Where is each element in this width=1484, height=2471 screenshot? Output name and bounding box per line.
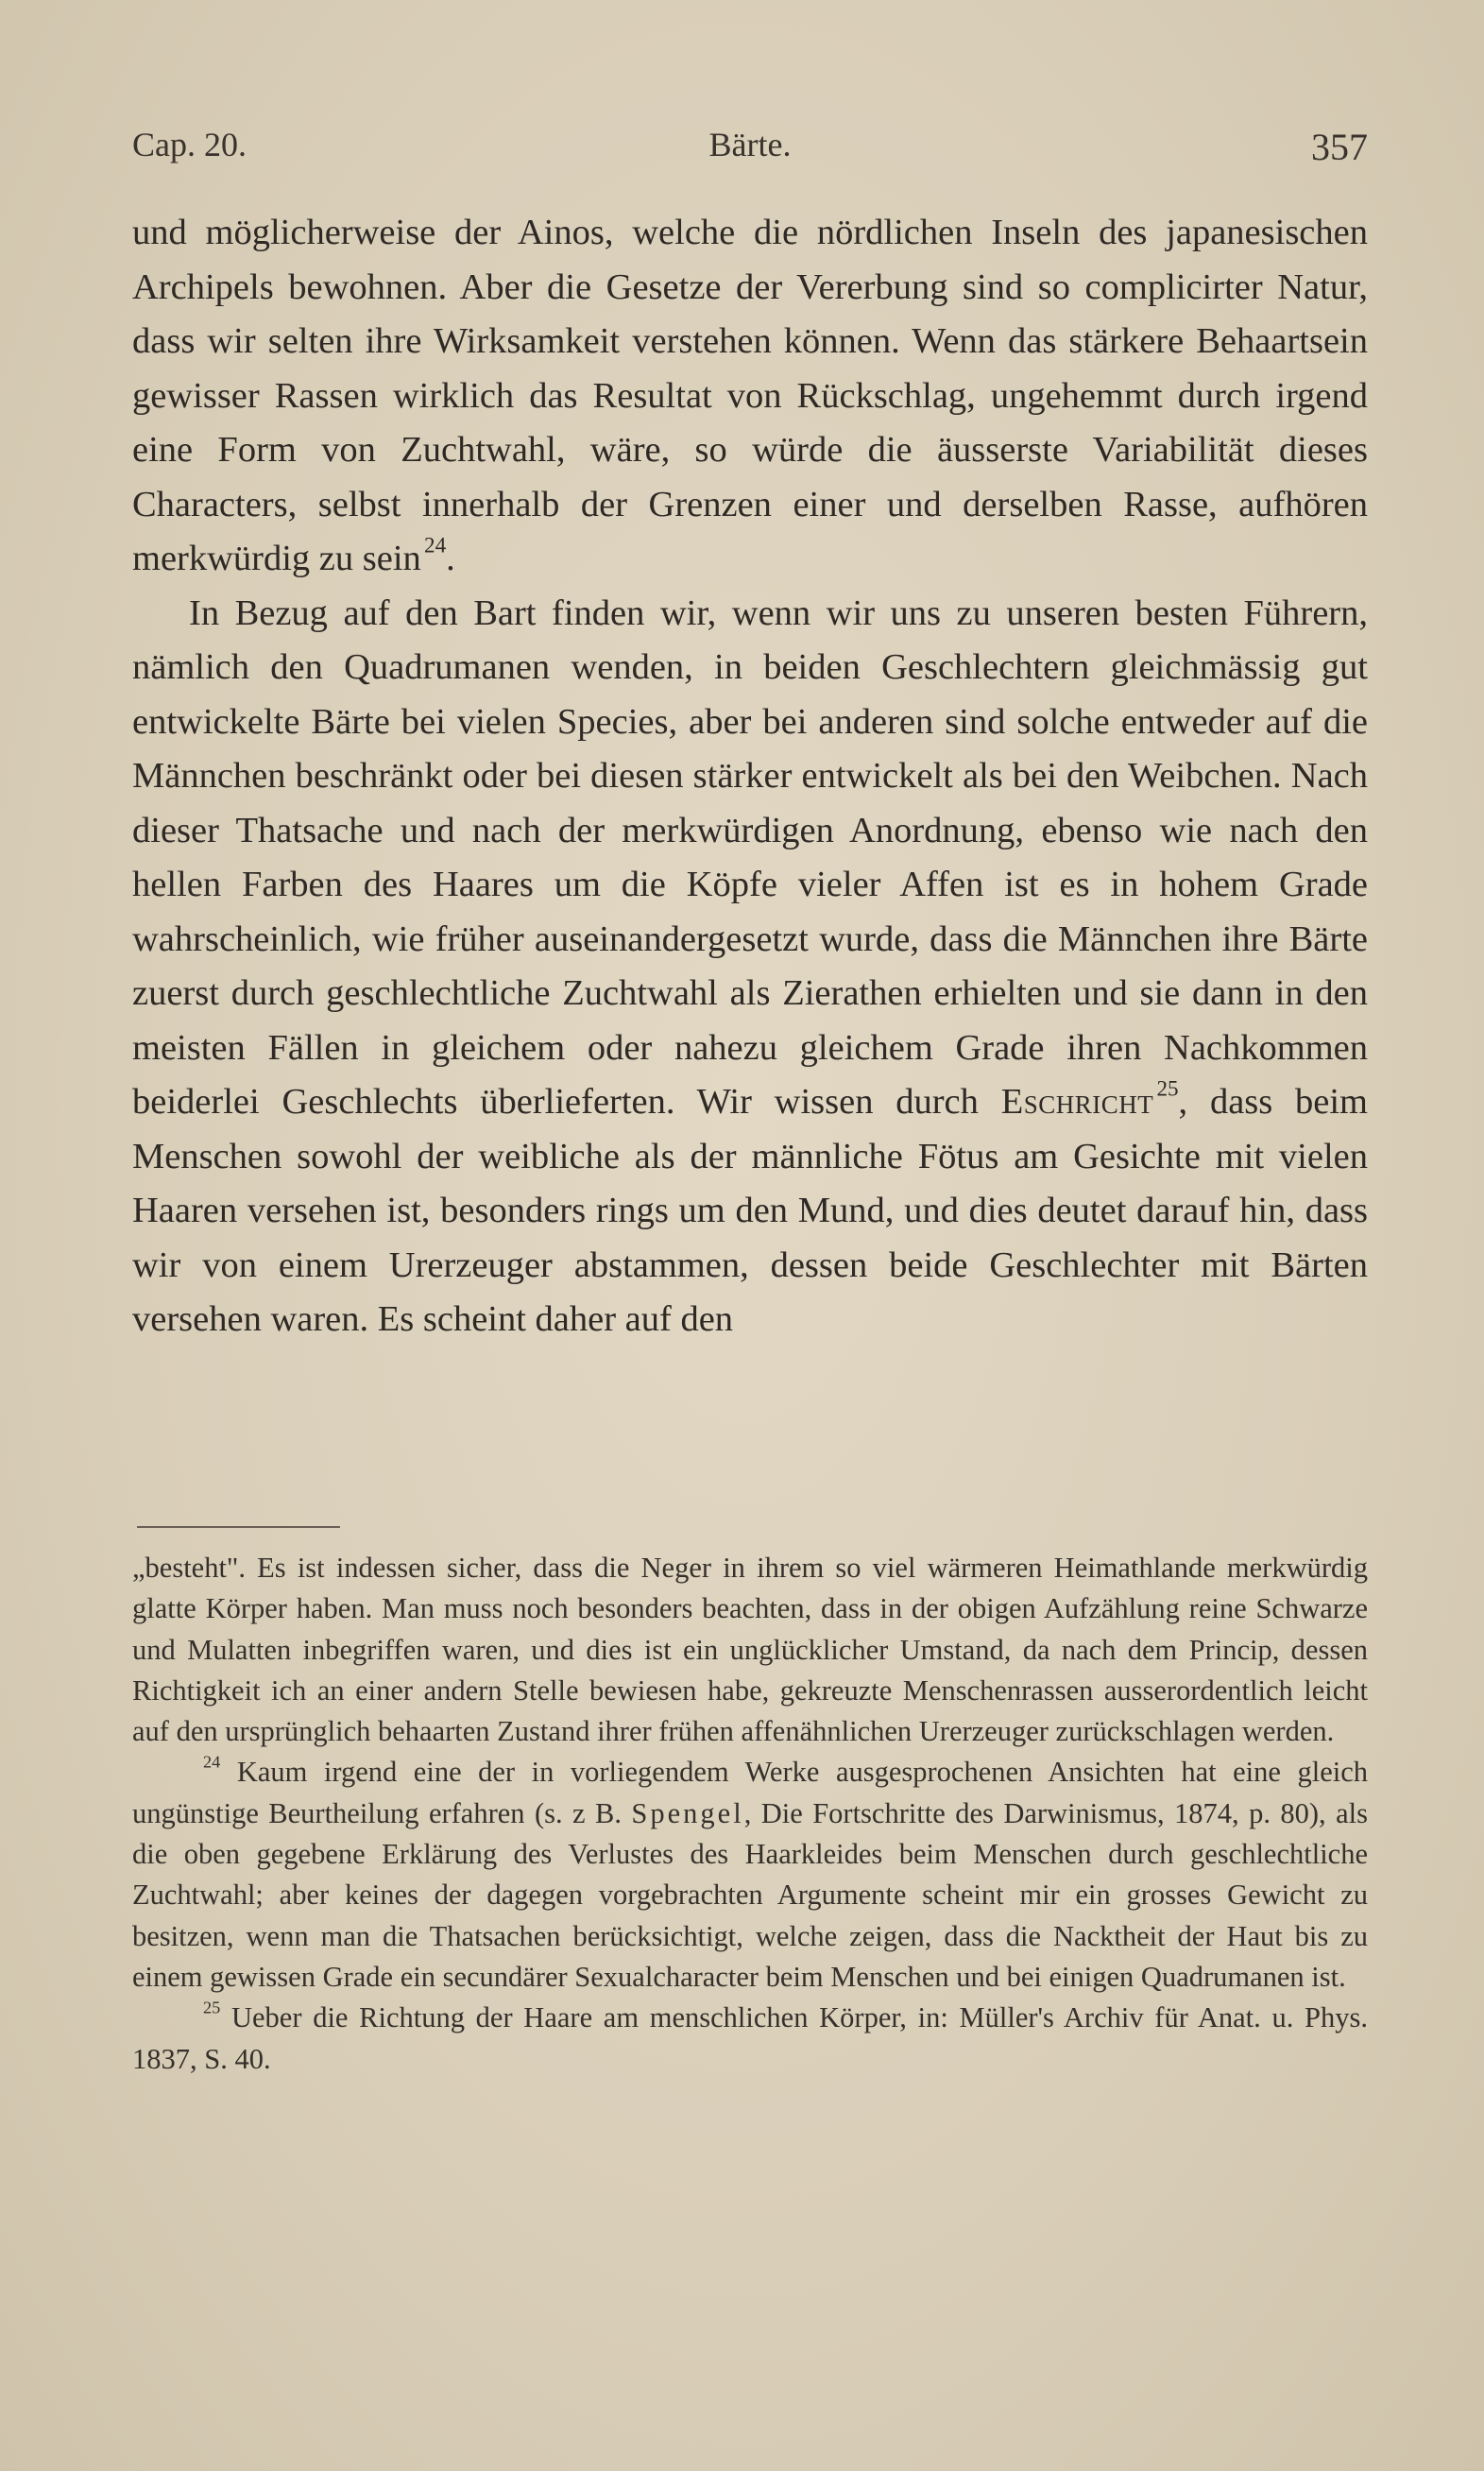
paragraph-1: und möglicherweise der Ainos, welche die nördlichen Inseln des japanesischen Archipels bewohnen. Aber die Gesetze der Vererbung sind so complicirter Natur, dass wir selten ihre Wirksamkeit verstehen können. Wenn das stärkere Behaartsein gewisser Rassen wirklich das Resultat von Rückschlag, ungehemmt durch irgend eine Form von Zuchtwahl, wäre, so würde die äusserste Variabilität dieses Characters, selbst innerhalb der Grenzen einer und derselben Rasse, aufhören merkwürdig zu sein $^{24}$. — [132, 213, 1368, 578]
chapter-label: Cap. 20. — [132, 126, 247, 163]
author-name-eschricht: Eschricht — [1000, 1082, 1154, 1122]
footnote-ref-25: 25 — [1156, 1075, 1179, 1101]
running-header — [132, 125, 1368, 172]
footnote-continuation: „besteht". Es ist indessen sicher, dass die Neger in ihrem so viel wärmeren Heimathlande merkwürdig glatte Körper haben. Man muss noch besonders beachten, dass in der obigen Aufzählung reine Schwarze und Mulatten inbegriffen waren, und dies ist ein unglücklicher Umstand, da nach dem Princip, dessen Richtigkeit ich an einer andern Stelle bewiesen habe, gekreuzte Menschenrassen ausserordentlich leicht auf den ursprünglich behaarten Zustand ihrer frühen affenähnlichen Urerzeuger zurückschlagen werden. — [132, 1552, 1368, 1748]
footnote-number-25: 25 — [203, 1998, 221, 2017]
author-name-spengel: Spengel — [631, 1796, 744, 1829]
footnote-25: $^{25}$ Ueber die Richtung der Haare am menschlichen Körper, in: Müller's Archiv für Anat. u. Phys. 1837, S. 40. — [132, 1998, 1369, 2075]
paragraph-2: In Bezug auf den Bart finden wir, wenn wir uns zu unseren besten Führern, nämlich den Quadrumanen wenden, in beiden Geschlechtern gleichmässig gut entwickelte Bärte bei vielen Species, aber bei anderen sind solche entweder auf die Männchen beschränkt oder bei diesen stärker entwickelt als bei den Weibchen. Nach dieser Thatsache und nach der merkwürdigen Anordnung, ebenso wie nach den hellen Farben des Haares um die Köpfe vieler Affen ist es in hohem Grade wahrscheinlich, wie früher auseinandergesetzt wurde, dass die Männchen ihre Bärte zuerst durch geschlechtliche Zuchtwahl als Zierathen erhielten und sie dann in den meisten Fällen in gleichem oder nahezu gleichem Grade ihren Nachkommen beiderlei Geschlechts überlieferten. Wir wissen durch Eschricht $^{25}$, dass beim Menschen sowohl der weibliche als der männliche Fötus am Gesichte mit vielen Haaren versehen ist, besonders rings um den Mund, und dies deutet darauf hin, dass wir von einem Urerzeuger abstammen, dessen beide Geschlechter mit Bärten versehen waren. Es scheint daher auf den — [132, 592, 1368, 1339]
running-title: Bärte. — [708, 126, 792, 163]
footnotes — [132, 1548, 1368, 2080]
footnote-24: $^{24}$ Kaum irgend eine der in vorliegendem Werke ausgesprochenen Ansichten hat eine gleich ungünstige Beurtheilung erfahren (s. z B. Spengel, Die Fortschritte des Darwinismus, 1874, p. 80), als die oben gegebene Erklärung des Verlustes des Haarkleides beim Menschen durch geschlechtliche Zuchtwahl; aber keines der dagegen vorgebrachten Argumente scheint mir ein grosses Gewicht zu besitzen, wenn man die Thatsachen berücksichtigt, welche zeigen, dass die Nacktheit der Haut bis zu einem gewissen Grade ein secundärer Sexualcharacter beim Menschen und bei einigen Quadrumanen ist. — [132, 1752, 1368, 1993]
main-text — [132, 206, 1368, 1347]
footnote-number-24: 24 — [203, 1752, 221, 1772]
page-number: 357 — [1311, 126, 1368, 168]
footnote-divider — [137, 1526, 340, 1528]
footnote-ref-24: 24 — [424, 532, 447, 558]
